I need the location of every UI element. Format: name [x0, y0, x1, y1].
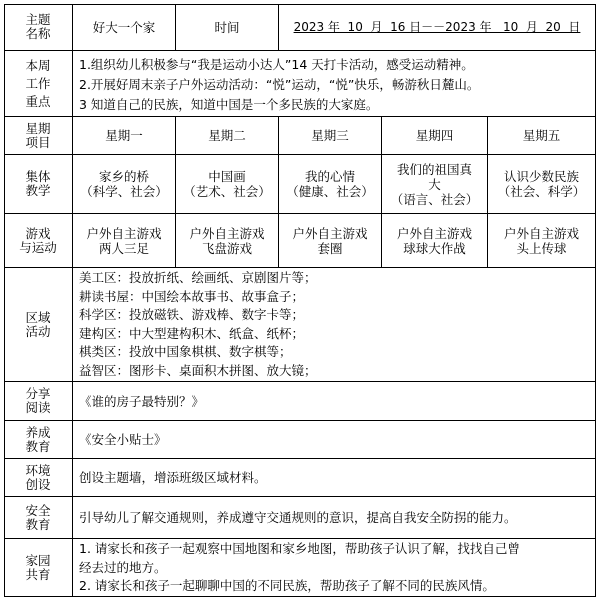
- environment-value: 创设主题墙，增添班级区域材料。: [79, 470, 267, 485]
- weekday-tuesday-label: 星期二: [208, 128, 246, 143]
- environment-content-cell: [73, 459, 596, 497]
- weekday-label-line-1: 星期: [25, 120, 51, 136]
- weekday-monday: [73, 117, 176, 155]
- safety-label-cell: [4, 497, 73, 539]
- weekday-thursday-label: 星期四: [415, 128, 454, 143]
- teaching-friday: [488, 155, 596, 214]
- weekday-friday: [488, 117, 596, 155]
- safety-value: 引导幼儿了解交通规则，养成遵守交通规则的意识，提高自我安全防拐的能力。: [79, 510, 517, 525]
- teaching-thursday-domain: （语言、社会）: [390, 191, 479, 207]
- teaching-thursday-title-1: 我们的祖国真: [396, 161, 472, 177]
- games-wednesday-type: 户外自主游戏: [292, 225, 368, 241]
- teaching-thursday-title-2: 大: [428, 176, 441, 192]
- theme-value-cell: [73, 4, 176, 51]
- time-value: 2023 年 10 月 16 日－－2023 年 10 月 20 日: [293, 19, 581, 34]
- teaching-monday-domain: （科学、社会）: [80, 184, 168, 199]
- areas-line-building: 建构区：中大型建构积木、纸盒、纸杯；: [79, 325, 305, 341]
- games-wednesday-name: 套圈: [317, 240, 343, 256]
- areas-line-art: 美工区：投放折纸、绘画纸、京剧图片等；: [79, 270, 317, 285]
- teaching-tuesday-domain: （艺术、社会）: [183, 184, 271, 199]
- weekday-wednesday-label: 星期三: [311, 128, 349, 143]
- habits-label-line-2: 教育: [25, 438, 51, 454]
- home-content-cell: [73, 539, 596, 597]
- areas-label-line-2: 活动: [25, 323, 51, 339]
- time-label: 时间: [214, 19, 240, 35]
- games-label-line-2: 与运动: [19, 239, 57, 255]
- home-label-line-2: 共育: [25, 566, 51, 582]
- home-line-2: 经去过的地方。: [79, 559, 167, 575]
- focus-label-line-2: 工作: [25, 75, 51, 91]
- habits-label-cell: [4, 421, 73, 459]
- reading-book-title: 《谁的房子最特别？》: [79, 393, 205, 409]
- areas-line-puzzle: 益智区：图形卡、桌面积木拼图、放大镜；: [79, 362, 317, 378]
- reading-label-cell: [4, 382, 73, 421]
- games-tuesday-type: 户外自主游戏: [189, 225, 265, 241]
- habits-label-line-1: 养成: [25, 424, 51, 440]
- teaching-wednesday-domain: （健康、社会）: [286, 184, 374, 199]
- environment-label-line-2: 创设: [25, 476, 51, 492]
- reading-label-line-2: 阅读: [25, 400, 51, 415]
- teaching-label-cell: [4, 155, 73, 214]
- teaching-wednesday: [279, 155, 382, 214]
- environment-label-line-1: 环境: [25, 462, 51, 478]
- weekday-thursday: [382, 117, 488, 155]
- games-thursday-type: 户外自主游戏: [396, 225, 472, 241]
- home-label-line-1: 家园: [25, 552, 51, 568]
- games-friday-type: 户外自主游戏: [503, 225, 579, 241]
- games-label-line-1: 游戏: [25, 225, 51, 241]
- focus-line-3: 3 知道自己的民族，知道中国是一个多民族的大家庭。: [79, 97, 379, 112]
- weekday-label-line-2: 项目: [25, 134, 51, 150]
- games-monday-name: 两人三足: [98, 240, 149, 256]
- environment-label-cell: [4, 459, 73, 497]
- time-value-cell: [279, 4, 596, 51]
- areas-line-chess: 棋类区：投放中国象棋棋、数字棋等；: [79, 344, 292, 359]
- weekday-tuesday: [176, 117, 279, 155]
- areas-line-science: 科学区：投放磁铁、游戏棒、数字卡等；: [79, 307, 305, 322]
- teaching-wednesday-title: 我的心情: [304, 169, 355, 184]
- habits-content-cell: [73, 421, 596, 459]
- games-tuesday-name: 飞盘游戏: [201, 240, 252, 256]
- home-line-1: 1. 请家长和孩子一起观察中国地图和家乡地图，帮助孩子认识了解，找找自己曾: [79, 541, 520, 556]
- games-monday: [73, 214, 176, 268]
- teaching-tuesday: [176, 155, 279, 214]
- areas-line-reading: 耕读书屋：中国绘本故事书、故事盒子；: [79, 288, 305, 304]
- focus-content-cell: [73, 51, 596, 117]
- reading-content-cell: [73, 382, 596, 421]
- games-thursday: [382, 214, 488, 268]
- teaching-tuesday-title: 中国画: [208, 169, 246, 184]
- safety-content-cell: [73, 497, 596, 539]
- theme-label-line-1: 主题: [25, 12, 51, 27]
- safety-label-line-1: 安全: [25, 502, 51, 518]
- safety-label-line-2: 教育: [25, 516, 51, 532]
- teaching-friday-domain: （社会、科学）: [497, 184, 586, 199]
- games-thursday-name: 球球大作战: [403, 240, 466, 256]
- teaching-friday-title: 认识少数民族: [503, 169, 579, 184]
- areas-label-cell: [4, 268, 73, 382]
- focus-line-1: 1.组织幼儿积极参与“我是运动小达人”14 天打卡活动，感受运动精神。: [79, 57, 474, 72]
- time-label-cell: [176, 4, 279, 51]
- games-friday: [488, 214, 596, 268]
- theme-value: 好大一个家: [92, 19, 156, 35]
- teaching-label-line-2: 教学: [25, 183, 51, 198]
- focus-line-2: 2.开展好周末亲子户外运动活动：“悦”运动，“悦”快乐，畅游秋日麓山。: [79, 77, 480, 92]
- focus-label-cell: [4, 51, 73, 117]
- theme-label-line-2: 名称: [25, 26, 51, 41]
- focus-label-line-3: 重点: [25, 93, 51, 109]
- games-tuesday: [176, 214, 279, 268]
- weekday-friday-label: 星期五: [522, 128, 561, 143]
- weekday-wednesday: [279, 117, 382, 155]
- teaching-monday-title: 家乡的桥: [98, 169, 149, 184]
- games-label-cell: [4, 214, 73, 268]
- home-line-3: 2. 请家长和孩子一起聊聊中国的不同民族，帮助孩子了解不同的民族风情。: [79, 578, 495, 593]
- areas-content-cell: [73, 268, 596, 382]
- reading-label-line-1: 分享: [25, 386, 51, 401]
- teaching-thursday: [382, 155, 488, 214]
- weekday-monday-label: 星期一: [105, 128, 143, 143]
- weekday-label-cell: [4, 117, 73, 155]
- games-wednesday: [279, 214, 382, 268]
- areas-label-line-1: 区域: [25, 309, 51, 325]
- focus-label-line-1: 本周: [25, 57, 51, 73]
- games-monday-type: 户外自主游戏: [86, 225, 162, 241]
- teaching-monday: [73, 155, 176, 214]
- theme-label-cell: [4, 4, 73, 51]
- games-friday-name: 头上传球: [516, 240, 567, 256]
- home-label-cell: [4, 539, 73, 597]
- habits-value: 《安全小贴士》: [79, 432, 167, 447]
- teaching-label-line-1: 集体: [25, 169, 51, 184]
